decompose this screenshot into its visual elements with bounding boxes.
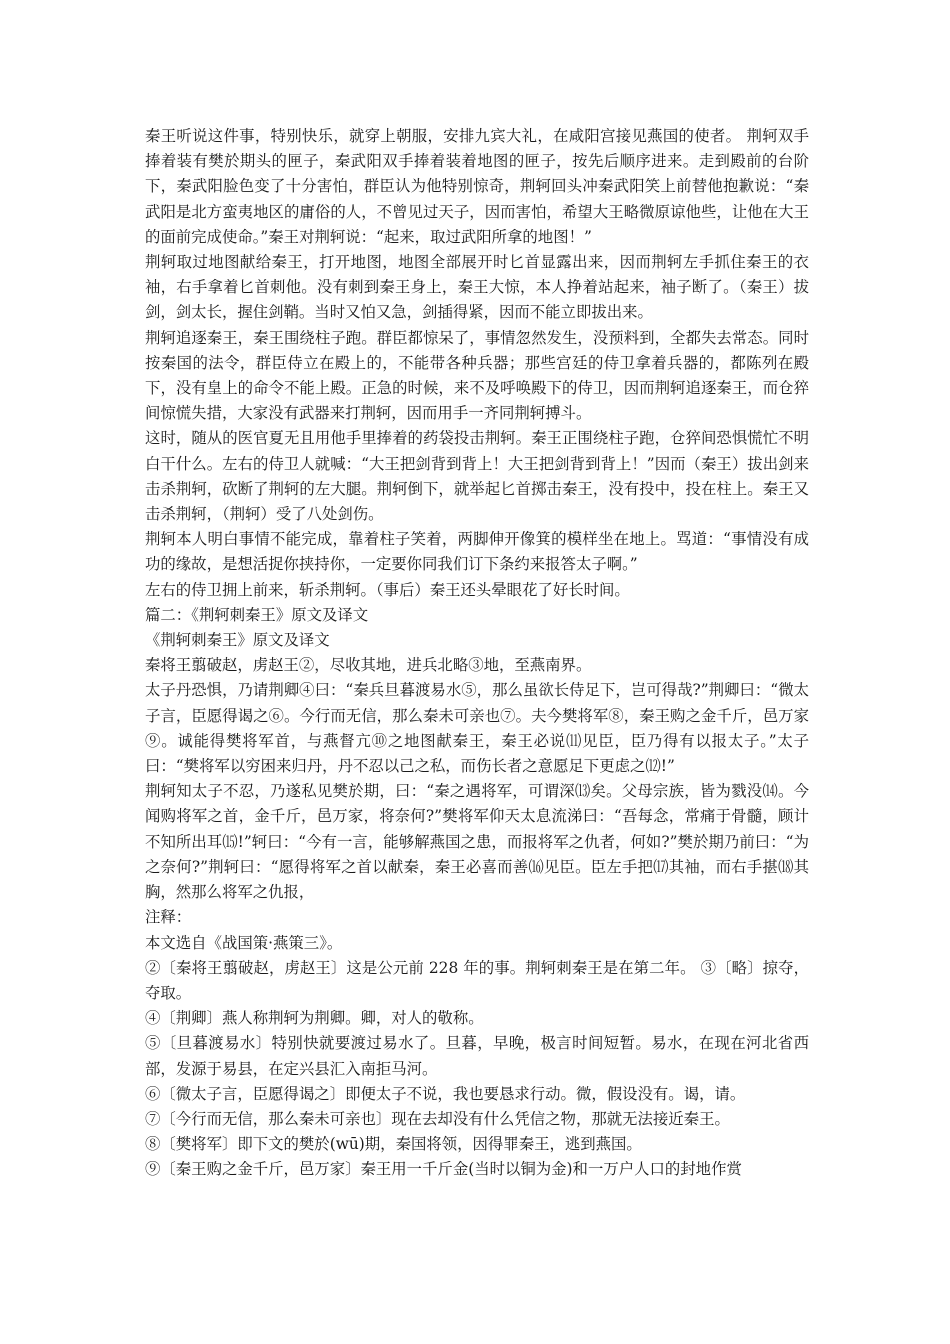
note-source: 本文选自《战国策·燕策三》。	[145, 933, 343, 952]
paragraph-physician: 这时，随从的医官夏无且用他手里捧着的药袋投击荆轲。秦王正围绕柱子跑，仓猝间恐惧慌忙不明白干什么。左右的侍卫人就喊：“大王把剑背到背上！大王把剑背到背上！”因而（秦王）拔出剑来击杀荆轲，砍断了荆轲的左大腿。荆轲倒下，就举起匕首掷击秦王，没有投中，投在柱上。秦王又击杀荆轲，（荆轲）受了八处剑伤。	[145, 429, 809, 524]
original-text-crown-prince: 太子丹恐惧，乃请荆卿④曰：“秦兵旦暮渡易水⑤，那么虽欲长侍足下，岂可得哉?”荆卿曰：“微太子言，臣愿得谒之⑥。今行而无信，那么秦未可亲也⑦。夫今樊将军⑧，秦王购之金千斤，邑万家⑨。诚能得樊将军首，与燕督亢⑩之地图献秦王，秦王必说⑾见臣，臣乃得有以报太子。”太子曰：“樊将军以穷困来归丹，丹不忍以己之私，而伤长者之意愿足下更虑之⑿!”	[145, 681, 809, 776]
paragraph-court-audience: 秦王听说这件事，特别快乐，就穿上朝服，安排九宾大礼，在咸阳宫接见燕国的使者。 荆轲双手捧着装有樊於期头的匣子，秦武阳双手捧着装着地图的匣子，按先后顺序进来。走到殿前的台阶下，秦武阳脸色变了十分害怕，群臣认为他特别惊奇，荆轲回头冲秦武阳笑上前替他抱歉说：“秦武阳是北方蛮夷地区的庸俗的人，不曾见过天子，因而害怕，希望大王略微原谅他些，让他在大王的面前完成使命。”秦王对荆轲说：“起来，取过武阳所拿的地图！”	[145, 127, 809, 246]
paragraph-aftermath: 左右的侍卫拥上前来，斩杀荆轲。（事后）秦王还头晕眼花了好长时间。	[145, 580, 630, 599]
note-6: ⑥〔微太子言，臣愿得谒之〕即便太子不说，我也要恳求行动。微，假设没有。谒，请。	[145, 1084, 746, 1103]
notes-heading: 注释：	[145, 908, 192, 927]
subsection-title: 《荆轲刺秦王》原文及译文	[145, 631, 330, 650]
paragraph-jingke-curses: 荆轲本人明白事情不能完成，靠着柱子笑着，两脚伸开像箕的模样坐在地上。骂道：“事情没有成功的缘故，是想活捉你挟持你，一定要你同我们订下条约来报答太子啊。”	[145, 530, 809, 574]
paragraph-map-dagger: 荆轲取过地图献给秦王，打开地图，地图全部展开时匕首显露出来，因而荆轲左手抓住秦王的衣袖，右手拿着匕首刺他。没有刺到秦王身上，秦王大惊，本人挣着站起来，袖子断了。（秦王）拔剑，剑太长，握住剑鞘。当时又怕又急，剑插得紧，因而不能立即拔出来。	[145, 253, 809, 322]
note-7: ⑦〔今行而无信，那么秦未可亲也〕现在去却没有什么凭信之物，那就无法接近秦王。	[145, 1109, 730, 1128]
note-9: ⑨〔秦王购之金千斤，邑万家〕秦王用一千斤金(当时以铜为金)和一万户人口的封地作赏	[145, 1160, 742, 1179]
original-text-fan-yuqi: 荆轲知太子不忍，乃遂私见樊於期，曰：“秦之遇将军，可谓深⒀矣。父母宗族，皆为戮没⒁。今闻购将军之首，金千斤，邑万家，将奈何?”樊将军仰天太息流涕曰：“吾每念，常痛于骨髓，顾计不知所出耳⒂!”轲曰：“今有一言，能够解燕国之患，而报将军之仇者，何如?”樊於期乃前曰：“为之奈何?”荆轲曰：“愿得将军之首以献秦，秦王必喜而善⒃见臣。臣左手把⒄其袖，而右手揕⒅其胸，然那么将军之仇报，	[145, 782, 809, 902]
paragraph-chase: 荆轲追逐秦王，秦王围绕柱子跑。群臣都惊呆了，事情忽然发生，没预料到，全都失去常态。同时按秦国的法令，群臣侍立在殿上的，不能带各种兵器；那些宫廷的侍卫拿着兵器的，都陈列在殿下，没有皇上的命令不能上殿。正急的时候，来不及呼唤殿下的侍卫，因而荆轲追逐秦王，而仓猝间惊慌失措，大家没有武器来打荆轲，因而用手一齐同荆轲搏斗。	[145, 328, 809, 423]
note-4: ④〔荆卿〕燕人称荆轲为荆卿。卿，对人的敬称。	[145, 1009, 484, 1028]
note-8: ⑧〔樊将军〕即下文的樊於(wū)期，秦国将领，因得罪秦王，逃到燕国。	[145, 1135, 642, 1154]
document-page	[145, 124, 809, 1183]
section-heading: 篇二：《荆轲刺秦王》原文及译文	[145, 605, 369, 624]
note-5: ⑤〔旦暮渡易水〕特别快就要渡过易水了。旦暮，早晚，极言时间短暂。易水，在现在河北省西部，发源于易县，在定兴县汇入南拒马河。	[145, 1034, 809, 1078]
note-2-3: ②〔秦将王翦破赵，虏赵王〕这是公元前 228 年的事。荆轲刺秦王是在第二年。 ③〔略〕掠夺，夺取。	[145, 958, 809, 1002]
original-text-opening: 秦将王翦破赵，虏赵王②，尽收其地，进兵北略③地，至燕南界。	[145, 656, 592, 675]
